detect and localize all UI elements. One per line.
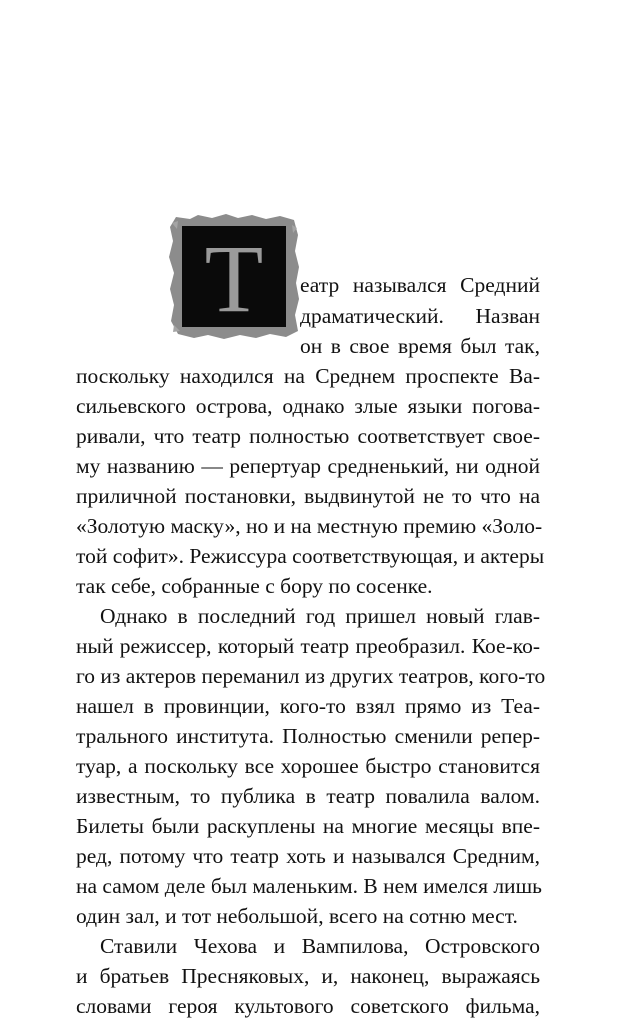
text-line: известным, то публика в театр повалила валом. xyxy=(76,784,540,808)
drop-cap-letter: Т xyxy=(204,225,264,332)
text-line: Однако в последний год пришел новый глав- xyxy=(100,604,540,628)
text-line: так себе, собранные с бору по сосенке. xyxy=(76,574,433,598)
text-line: драматический. Назван xyxy=(300,304,540,328)
text-line: приличной постановки, выдвинутой не то что на xyxy=(76,484,540,508)
text-line: поскольку находился на Среднем проспекте Ва- xyxy=(76,364,540,388)
text-line: го из актеров переманил из других театров, кого-то xyxy=(76,664,546,688)
text-line: и братьев Пресняковых, и, наконец, выражаясь xyxy=(76,964,540,988)
text-line: «Золотую маску», но и на местную премию «Золо- xyxy=(76,514,543,538)
drop-cap-frame xyxy=(168,213,300,340)
text-line: словами героя культового советского фильма, xyxy=(76,994,540,1018)
text-line: сильевского острова, однако злые языки погова- xyxy=(76,394,540,418)
text-line: ривали, что театр полностью соответствует свое- xyxy=(76,424,540,448)
text-line: на самом деле был маленьким. В нем имелся лишь xyxy=(76,874,542,898)
text-line: той софит». Режиссура соответствующая, и актеры xyxy=(76,544,545,568)
text-line: еатр назывался Средний xyxy=(300,273,540,297)
text-line: туар, а поскольку все хорошее быстро становится xyxy=(76,754,540,778)
text-line: нашел в провинции, кого-то взял прямо из Теа- xyxy=(76,694,540,718)
text-line: он в свое время был так, xyxy=(300,334,540,358)
text-line: один зал, и тот небольшой, всего на сотню мест. xyxy=(76,904,518,928)
text-line: Ставили Чехова и Вампилова, Островского xyxy=(100,934,540,958)
text-line: Билеты были раскуплены на многие месяцы впе- xyxy=(76,814,540,838)
text-line: му названию — репертуар средненький, ни одной xyxy=(76,454,540,478)
text-line: ный режиссер, который театр преобразил. Кое-ко- xyxy=(76,634,540,658)
drop-cap xyxy=(168,213,300,340)
text-line: трального института. Полностью сменили репер- xyxy=(76,724,540,748)
text-line: ред, потому что театр хоть и назывался Средним, xyxy=(76,844,540,868)
